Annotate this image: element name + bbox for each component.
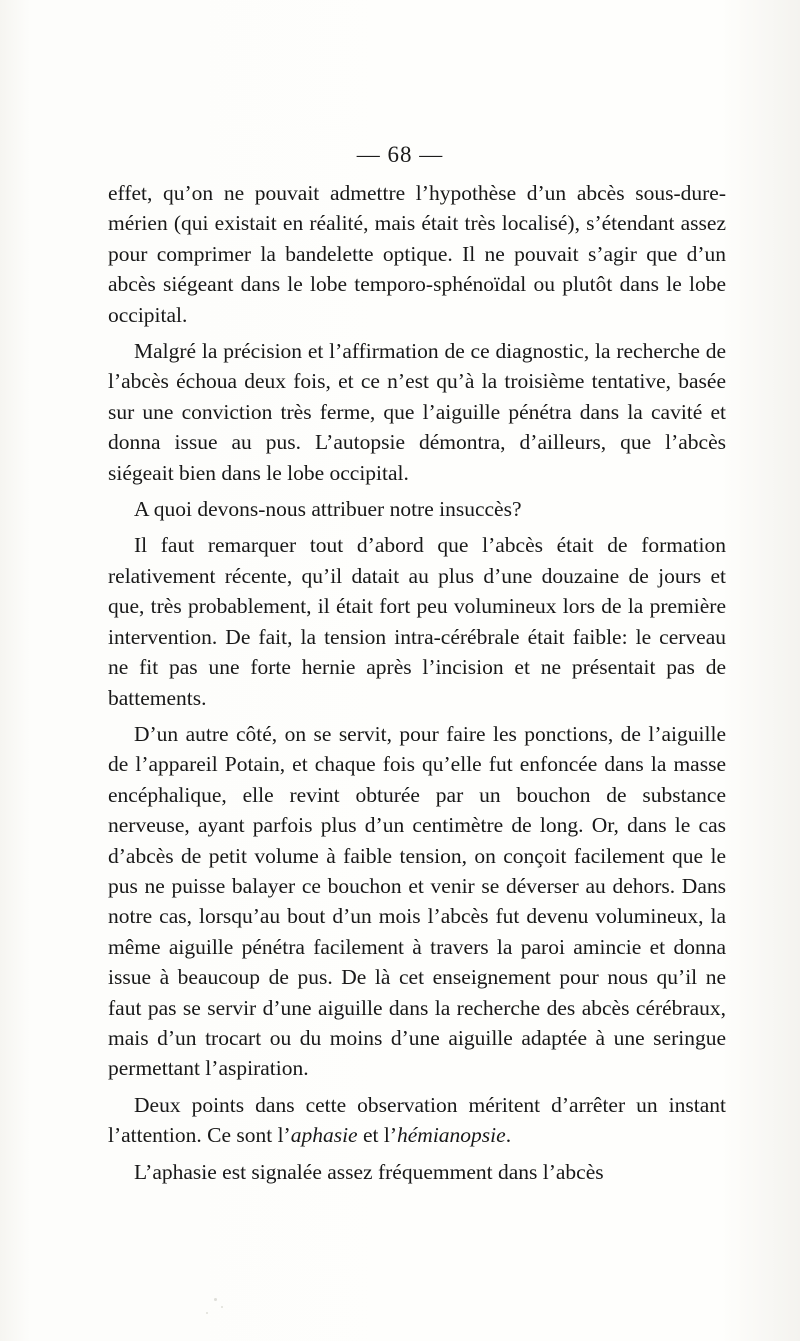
paragraph-2: Malgré la précision et l’affirmation de ce diagnostic, la recherche de l’abcès échoua deux fois, et ce n’est qu’à la troisième tentative, basée sur une conviction très ferme, que l’aiguille pénétra dans la cavité et donna issue au pus. L’autopsie démontra, d’ailleurs, que l’abcès siégeait bien dans le lobe occipital. (108, 339, 726, 485)
paragraph-6-text-middle: et l’ (357, 1123, 398, 1148)
paper-speck (221, 1306, 223, 1308)
page-number: — 68 — (356, 142, 444, 167)
paper-speck (206, 1312, 208, 1314)
paragraph-3: A quoi devons-nous attribuer notre insuccès? (134, 497, 522, 522)
paragraph-5: D’un autre côté, on se servit, pour faire les ponctions, de l’aiguille de l’appareil Potain, et chaque fois qu’elle fut enfoncée dans la masse encéphalique, elle revint obturée par un bouchon de substance nerveuse, ayant parfois plus d’un centimètre de long. Or, dans le cas d’abcès de petit volume à faible tension, on conçoit facilement que le pus ne puisse balayer ce bouchon et venir se déverser au dehors. Dans notre cas, lorsqu’au bout d’un mois l’abcès fut devenu volumineux, la même aiguille pénétra facilement à travers la paroi amincie et donna issue à beaucoup de pus. De là cet enseignement pour nous qu’il ne faut pas se servir d’une aiguille dans la recherche des abcès cérébraux, mais d’un trocart ou du moins d’une aiguille adaptée à une seringue permettant l’aspiration. (108, 721, 726, 1081)
paragraph-7: L’aphasie est signalée assez fréquemment dans l’abcès (134, 1159, 604, 1184)
paragraph-6-text-before: Deux points dans cette observation méritent d’arrêter un instant l’attention. Ce sont l’ (108, 1092, 726, 1148)
term-hemianopsie: hémianopsie (397, 1123, 506, 1148)
paper-speck (214, 1298, 217, 1301)
term-aphasie: aphasie (290, 1123, 358, 1148)
paragraph-4: Il faut remarquer tout d’abord que l’abcès était de formation relativement récente, qu’il datait au plus d’une douzaine de jours et que, très probablement, il était fort peu volumineux lors de la première intervention. De fait, la tension intra-cérébrale était faible: le cerveau ne fit pas une forte hernie après l’incision et ne présentait pas de battements. (108, 533, 726, 710)
paragraph-1: effet, qu’on ne pouvait admettre l’hypothèse d’un abcès sous-dure-mérien (qui existait en réalité, mais était très localisé), s’étendant assez pour comprimer la bandelette optique. Il ne pouvait s’agir que d’un abcès siégeant dans le lobe temporo-sphénoïdal ou plutôt dans le lobe occipital. (108, 181, 726, 327)
paragraph-6 (108, 1090, 726, 1151)
paragraph-6-text-after: . (505, 1123, 512, 1148)
body-text (108, 178, 726, 1193)
